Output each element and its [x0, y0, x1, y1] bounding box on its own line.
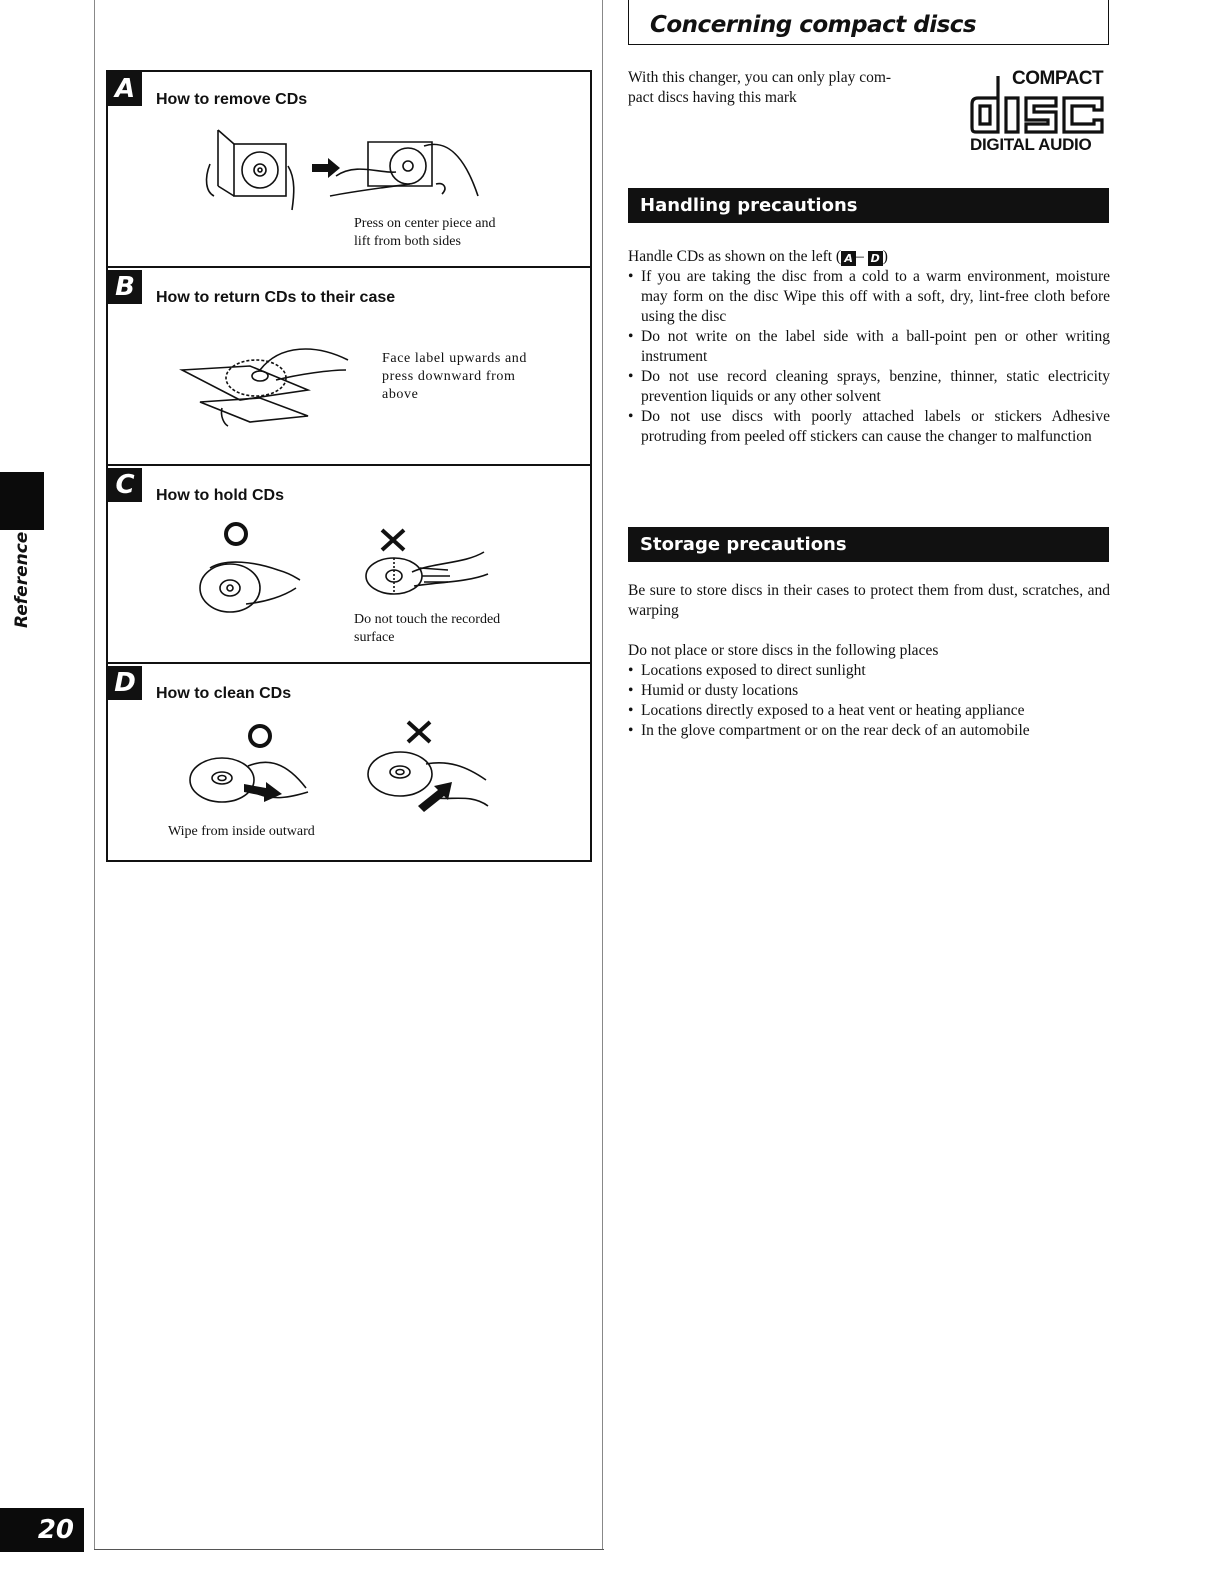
caption-line: Do not touch the recorded — [354, 612, 501, 627]
panel-ref-a-badge: A — [841, 251, 856, 266]
panel-d-caption — [168, 823, 388, 841]
panel-d-badge: D — [108, 666, 142, 700]
side-tab-label: Reference — [12, 531, 32, 629]
panel-b-title: How to return CDs to their case — [156, 289, 396, 306]
handling-list — [628, 267, 1110, 447]
lead-text: Handle CDs as shown on the left ( — [628, 248, 842, 265]
center-column-rule — [602, 0, 603, 1550]
correct-clean-illustration — [188, 722, 318, 812]
storage-precautions-body — [628, 581, 1110, 741]
handling-precautions-heading: Handling precautions — [628, 188, 1109, 223]
lead-end: ) — [882, 248, 888, 265]
storage-lead-2: Do not place or store discs in the following places — [628, 642, 939, 659]
incorrect-clean-illustration — [364, 720, 494, 816]
incorrect-mark-icon — [382, 530, 404, 550]
list-item: • Do not use record cleaning sprays, benzine, thinner, static electricity prevention liquids or any other solvent — [628, 367, 1110, 407]
panel-a-title: How to remove CDs — [156, 91, 308, 108]
correct-hold-illustration — [196, 518, 306, 618]
incorrect-hold-illustration — [364, 526, 494, 606]
panel-b-caption — [382, 350, 554, 404]
list-item: • If you are taking the disc from a cold to a warm environment, moisture may form on the disc Wipe this off with a soft, dry, lint-free cloth before using the disc — [628, 267, 1110, 327]
intro-line: With this changer, you can only play com- — [628, 69, 892, 86]
list-item: • Do not use discs with poorly attached labels or stickers Adhesive protruding from peeled off stickers can cause the changer to malfunction — [628, 407, 1110, 447]
handling-lead — [628, 247, 1110, 267]
correct-mark-icon — [226, 524, 246, 544]
correct-mark-icon — [250, 726, 270, 746]
compact-disc-logo — [968, 68, 1108, 158]
caption-line: above — [382, 387, 419, 402]
panel-d-title: How to clean CDs — [156, 685, 292, 702]
logo-top-text: COMPACT — [1012, 68, 1104, 89]
panel-b-badge: B — [108, 270, 142, 304]
logo-disc-wordmark — [970, 74, 1106, 136]
panel-separator — [106, 662, 592, 664]
list-item: • Locations directly exposed to a heat vent or heating appliance — [628, 701, 1110, 721]
panel-separator — [106, 266, 592, 268]
panel-a-caption — [354, 215, 554, 251]
side-tab — [0, 472, 44, 530]
bottom-rule — [94, 1549, 604, 1550]
logo-bottom-text: DIGITAL AUDIO — [970, 135, 1092, 154]
caption-line: Face label upwards and — [382, 351, 527, 366]
panel-separator — [106, 464, 592, 466]
lead-dash: – — [856, 248, 864, 265]
list-item: • Do not write on the label side with a ball-point pen or other writing instrument — [628, 327, 1110, 367]
storage-list — [628, 661, 1110, 741]
remove-cd-illustration — [196, 124, 496, 214]
list-item: • In the glove compartment or on the rear deck of an automobile — [628, 721, 1110, 741]
handling-precautions-body — [628, 247, 1110, 447]
intro-text — [628, 68, 948, 108]
storage-precautions-heading: Storage precautions — [628, 527, 1109, 562]
panel-ref-d-badge: D — [868, 251, 883, 266]
section-heading: Concerning compact discs — [650, 12, 977, 38]
panel-c-badge: C — [108, 468, 142, 502]
panel-a-badge: A — [108, 72, 142, 106]
storage-lead: Be sure to store discs in their cases to protect them from dust, scratches, and warping — [628, 582, 1110, 619]
caption-line: press downward from — [382, 369, 516, 384]
panel-c-caption — [354, 611, 554, 647]
caption-line: Wipe from inside outward — [168, 824, 315, 839]
list-item: • Humid or dusty locations — [628, 681, 1110, 701]
page-number: 20 — [0, 1508, 84, 1552]
caption-line: lift from both sides — [354, 234, 461, 249]
panel-c-title: How to hold CDs — [156, 487, 284, 504]
list-item: • Locations exposed to direct sunlight — [628, 661, 1110, 681]
caption-line: Press on center piece and — [354, 216, 496, 231]
intro-line: pact discs having this mark — [628, 89, 797, 106]
return-cd-illustration — [180, 330, 360, 430]
incorrect-mark-icon — [408, 722, 430, 742]
caption-line: surface — [354, 630, 395, 645]
left-margin-rule — [94, 0, 95, 1550]
